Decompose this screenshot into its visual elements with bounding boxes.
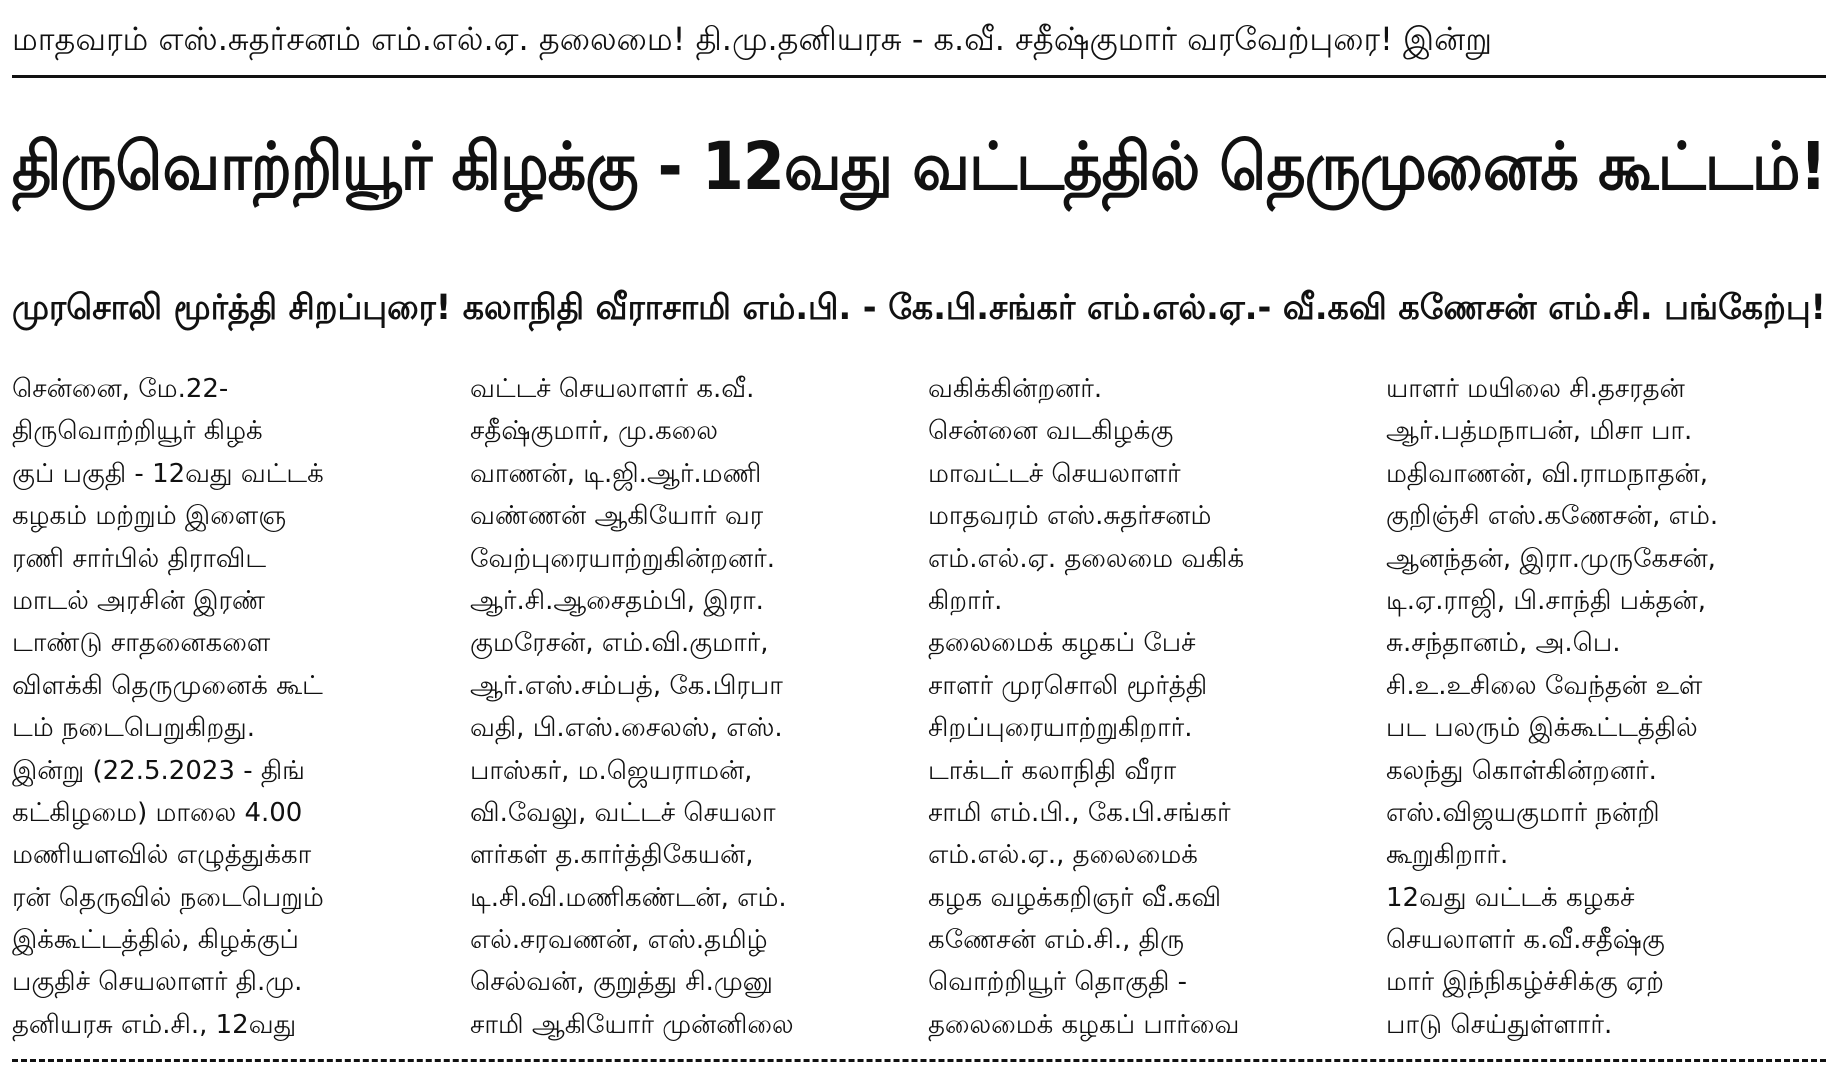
- column-3: [928, 368, 1368, 1048]
- text-line: மாதவரம் எஸ்.சுதர்சனம்: [928, 501, 1212, 532]
- text-line: எல்.சரவணன், எஸ்.தமிழ்: [470, 925, 768, 956]
- text-line: ஆர்.எஸ்.சம்பத், கே.பிரபா: [470, 670, 783, 701]
- text-line: ளர்கள் த.கார்த்திகேயன்,: [470, 840, 754, 871]
- text-line: மாவட்டச் செயலாளர்: [928, 458, 1181, 489]
- text-line: திருவொற்றியூர் கிழக்: [12, 416, 263, 447]
- text-line: 12வது வட்டக் கழகச்: [1386, 882, 1635, 913]
- text-line: மார் இந்நிகழ்ச்சிக்கு ஏற்: [1386, 967, 1664, 998]
- text-line: சாமி எம்.பி., கே.பி.சங்கர்: [928, 797, 1231, 828]
- text-line: பாஸ்கர், ம.ஜெயராமன்,: [470, 755, 753, 786]
- text-line: தனியரசு எம்.சி., 12வது: [12, 1009, 297, 1040]
- text-line: சிறப்புரையாற்றுகிறார்.: [928, 713, 1193, 744]
- text-line: சு.சந்தானம், அ.பெ.: [1386, 628, 1621, 659]
- text-line: சாமி ஆகியோர் முன்னிலை: [470, 1009, 794, 1040]
- text-line: மதிவாணன், வி.ராமநாதன்,: [1386, 458, 1708, 489]
- column-1: [12, 368, 452, 1048]
- text-line: வட்டச் செயலாளர் க.வீ.: [470, 374, 755, 404]
- text-line: யாளர் மயிலை சி.தசரதன்: [1386, 374, 1685, 404]
- text-line: ஆர்.சி.ஆசைதம்பி, இரா.: [470, 585, 764, 616]
- column-2: [470, 368, 910, 1048]
- text-line: ரன் தெருவில் நடைபெறும்: [12, 882, 324, 913]
- text-line: கூறுகிறார்.: [1386, 840, 1509, 871]
- column-4: [1386, 368, 1826, 1048]
- text-line: வதி, பி.எஸ்.சைலஸ், எஸ்.: [470, 713, 783, 744]
- text-line: டாக்டர் கலாநிதி வீரா: [928, 755, 1177, 786]
- text-line: சென்னை, மே.22-: [12, 374, 229, 404]
- text-line: சென்னை வடகிழக்கு: [928, 416, 1174, 447]
- text-line: குறிஞ்சி எஸ்.கணேசன், எம்.: [1386, 501, 1719, 532]
- text-line: மாடல் அரசின் இரண்: [12, 585, 266, 616]
- text-line: ரணி சார்பில் திராவிட: [12, 543, 267, 574]
- text-line: வி.வேலு, வட்டச் செயலா: [470, 797, 776, 828]
- text-line: வகிக்கின்றனர்.: [928, 374, 1103, 404]
- headline: திருவொற்றியூர் கிழக்கு - 12வது வட்டத்தில் தெருமுனைக் கூட்டம்!: [12, 128, 1827, 205]
- text-line: பகுதிச் செயலாளர் தி.மு.: [12, 967, 303, 998]
- text-line: கிறார்.: [928, 585, 1003, 616]
- text-line: எஸ்.விஜயகுமார் நன்றி: [1386, 797, 1660, 828]
- text-line: கலந்து கொள்கின்றனர்.: [1386, 755, 1657, 786]
- text-line: செயலாளர் க.வீ.சதீஷ்கு: [1386, 925, 1665, 956]
- text-line: பாடு செய்துள்ளார்.: [1386, 1009, 1613, 1040]
- text-line: குப் பகுதி - 12வது வட்டக்: [12, 458, 324, 489]
- header-rule: [12, 75, 1826, 78]
- text-line: மணியளவில் எழுத்துக்கா: [12, 840, 312, 871]
- text-line: தலைமைக் கழகப் பேச்: [928, 628, 1196, 659]
- text-line: கட்கிழமை) மாலை 4.00: [12, 797, 303, 828]
- text-line: டி.சி.வி.மணிகண்டன், எம்.: [470, 882, 787, 913]
- text-line: வேற்புரையாற்றுகின்றனர்.: [470, 543, 776, 574]
- text-line: வொற்றியூர் தொகுதி -: [928, 967, 1188, 998]
- text-line: கழக வழக்கறிஞர் வீ.கவி: [928, 882, 1222, 913]
- text-line: சி.உ.உசிலை வேந்தன் உள்: [1386, 670, 1703, 701]
- article-body: [12, 368, 1826, 1048]
- text-line: ஆனந்தன், இரா.முருகேசன்,: [1386, 543, 1716, 574]
- text-line: எம்.எல்.ஏ., தலைமைக்: [928, 840, 1198, 871]
- text-line: ஆர்.பத்மநாபன், மிசா பா.: [1386, 416, 1693, 447]
- text-line: பட பலரும் இக்கூட்டத்தில்: [1386, 713, 1698, 744]
- text-line: விளக்கி தெருமுனைக் கூட்: [12, 670, 323, 701]
- kicker-line: மாதவரம் எஸ்.சுதர்சனம் எம்.எல்.ஏ. தலைமை! தி.மு.தனியரசு - க.வீ. சதீஷ்குமார் வரவேற்புரை! இன்று: [12, 20, 1492, 58]
- text-line: தலைமைக் கழகப் பார்வை: [928, 1009, 1240, 1040]
- text-line: டம் நடைபெறுகிறது.: [12, 713, 255, 744]
- text-line: செல்வன், குறுத்து சி.முனு: [470, 967, 773, 998]
- subheadline: முரசொலி மூர்த்தி சிறப்புரை! கலாநிதி வீராசாமி எம்.பி. - கே.பி.சங்கர் எம்.எல்.ஏ.- வீ.கவி கணேசன் எம்.சி. பங்கேற்பு!: [12, 288, 1826, 328]
- text-line: வாணன், டி.ஜி.ஆர்.மணி: [470, 458, 762, 489]
- text-line: கழகம் மற்றும் இளைஞ: [12, 501, 287, 532]
- text-line: எம்.எல்.ஏ. தலைமை வகிக்: [928, 543, 1245, 574]
- text-line: வண்ணன் ஆகியோர் வர: [470, 501, 764, 532]
- text-line: கணேசன் எம்.சி., திரு: [928, 925, 1185, 956]
- footer-dashed-rule: [12, 1059, 1826, 1062]
- text-line: குமரேசன், எம்.வி.குமார்,: [470, 628, 769, 659]
- text-line: இன்று (22.5.2023 - திங்: [12, 755, 305, 786]
- text-line: சாளர் முரசொலி மூர்த்தி: [928, 670, 1208, 701]
- text-line: இக்கூட்டத்தில், கிழக்குப்: [12, 925, 299, 956]
- text-line: டாண்டு சாதனைகளை: [12, 628, 271, 659]
- text-line: சதீஷ்குமார், மு.கலை: [470, 416, 718, 447]
- text-line: டி.ஏ.ராஜி, பி.சாந்தி பக்தன்,: [1386, 585, 1707, 616]
